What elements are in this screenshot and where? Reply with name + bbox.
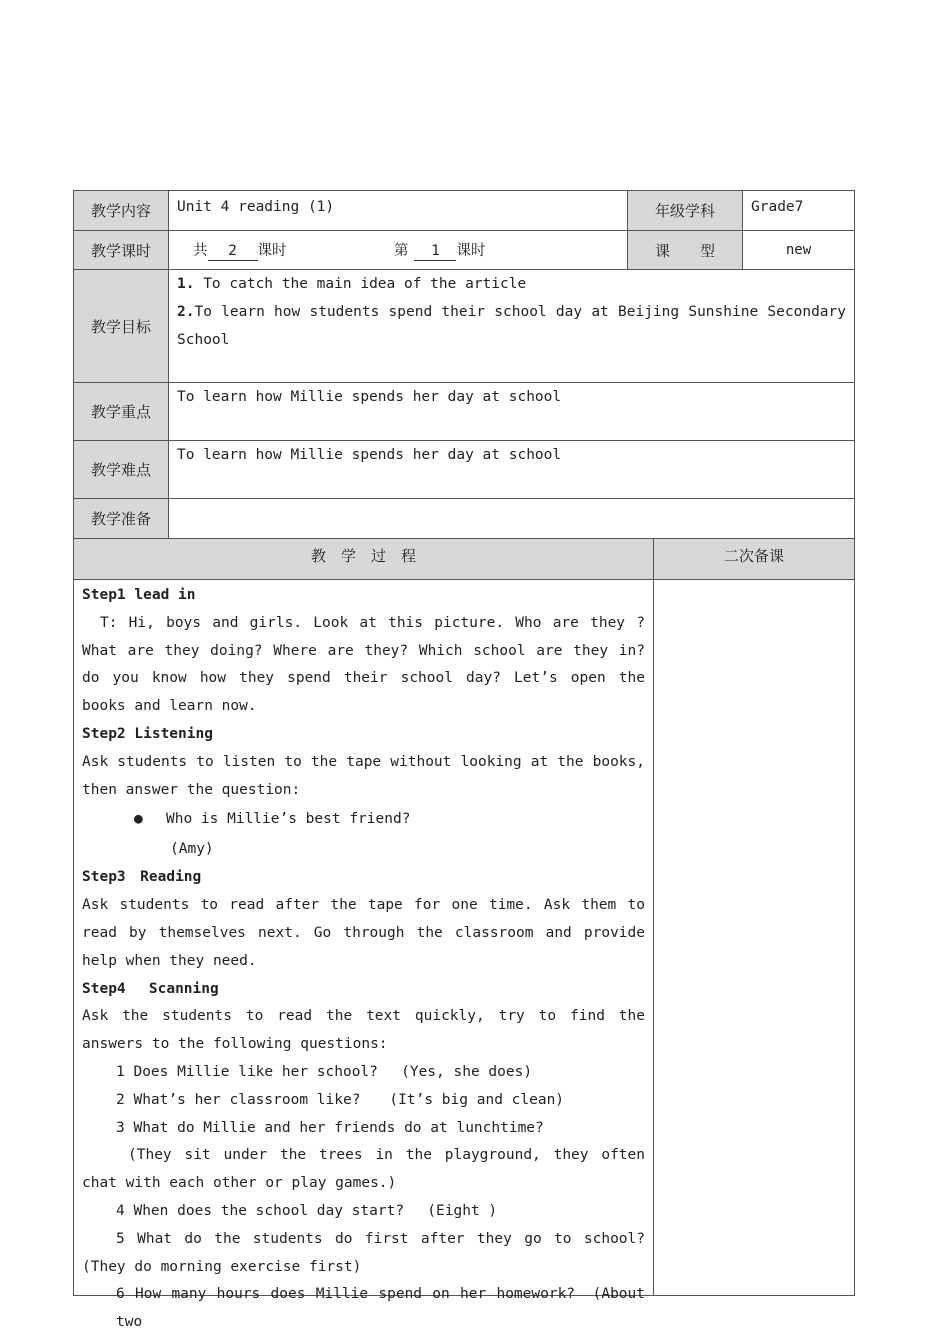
lesson-info-table (73, 190, 855, 539)
key-point-value: To learn how Millie spends her day at school (169, 383, 855, 441)
total-suffix: 课时 (257, 243, 287, 259)
question-3: 3 What do Millie and her friends do at lunchtime? (116, 1119, 544, 1136)
notes-body (654, 580, 855, 1296)
period-value (169, 231, 628, 270)
nth-period: 1 (414, 242, 456, 261)
nth-prefix: 第 (393, 243, 409, 259)
process-body (74, 580, 654, 1331)
step2-question: Who is Millie’s best friend? (166, 811, 411, 828)
total-periods: 2 (208, 242, 258, 261)
step3-title: Step3 Reading (82, 869, 202, 886)
question-5: 5 What do the students do first after they go to school? (They do morning exercise first) (82, 1230, 645, 1275)
step1-text: T: Hi, boys and girls. Look at this picture. Who are they ? What are they doing? Where are they? Which school are they in? do you know how they spend their school day? Let’s open the books and learn now. (82, 614, 645, 715)
step2-question-item (82, 804, 645, 834)
question-6: 6 How many hours does Millie spend on her homework? (About two (116, 1286, 645, 1331)
notes-header: 二次备课 (654, 539, 855, 580)
goal-item-1: 1. To catch the main idea of the article (177, 276, 527, 292)
step4-title: Step4 Scanning (82, 980, 219, 997)
process-header: 教 学 过 程 (74, 539, 654, 580)
preparation-value (169, 499, 855, 539)
key-point-label: 教学重点 (74, 383, 169, 441)
grade-subject-label: 年级学科 (628, 191, 743, 231)
lesson-type-label: 课 型 (628, 231, 743, 270)
total-prefix: 共 (193, 243, 208, 259)
goal-value (169, 270, 855, 383)
goal-item-2: 2.To learn how students spend their school day at Beijing Sunshine Secondary School (177, 304, 846, 348)
step2-title: Step2 Listening (82, 725, 213, 742)
content-label: 教学内容 (74, 191, 169, 231)
question-4: 4 When does the school day start? (Eight ) (116, 1202, 498, 1219)
preparation-label: 教学准备 (74, 499, 169, 539)
question-2: 2 What’s her classroom like? (It’s big and clean) (116, 1091, 565, 1108)
nth-suffix: 课时 (456, 243, 486, 259)
question-1: 1 Does Millie like her school? (Yes, she does) (116, 1063, 533, 1080)
content-value: Unit 4 reading (1) (169, 191, 628, 231)
step4-text: Ask the students to read the text quickly, try to find the answers to the following questions: (82, 1008, 645, 1053)
bullet-icon: ● (134, 811, 143, 828)
step3-text: Ask students to read after the tape for one time. Ask them to read by themselves next. Go through the classroom and provide help when they need. (82, 897, 645, 969)
goal-label: 教学目标 (74, 270, 169, 383)
period-label: 教学课时 (74, 231, 169, 270)
grade-subject-value: Grade7 (743, 191, 855, 231)
difficult-point-label: 教学难点 (74, 441, 169, 499)
difficult-point-value: To learn how Millie spends her day at school (169, 441, 855, 499)
process-table (73, 538, 855, 1331)
question-3-answer: (They sit under the trees in the playground, they often chat with each other or play games.) (82, 1147, 645, 1192)
step2-answer: (Amy) (170, 841, 214, 858)
step2-text: Ask students to listen to the tape without looking at the books, then answer the question: (82, 753, 645, 798)
step1-title: Step1 lead in (82, 587, 196, 603)
lesson-type-value: new (743, 231, 855, 270)
